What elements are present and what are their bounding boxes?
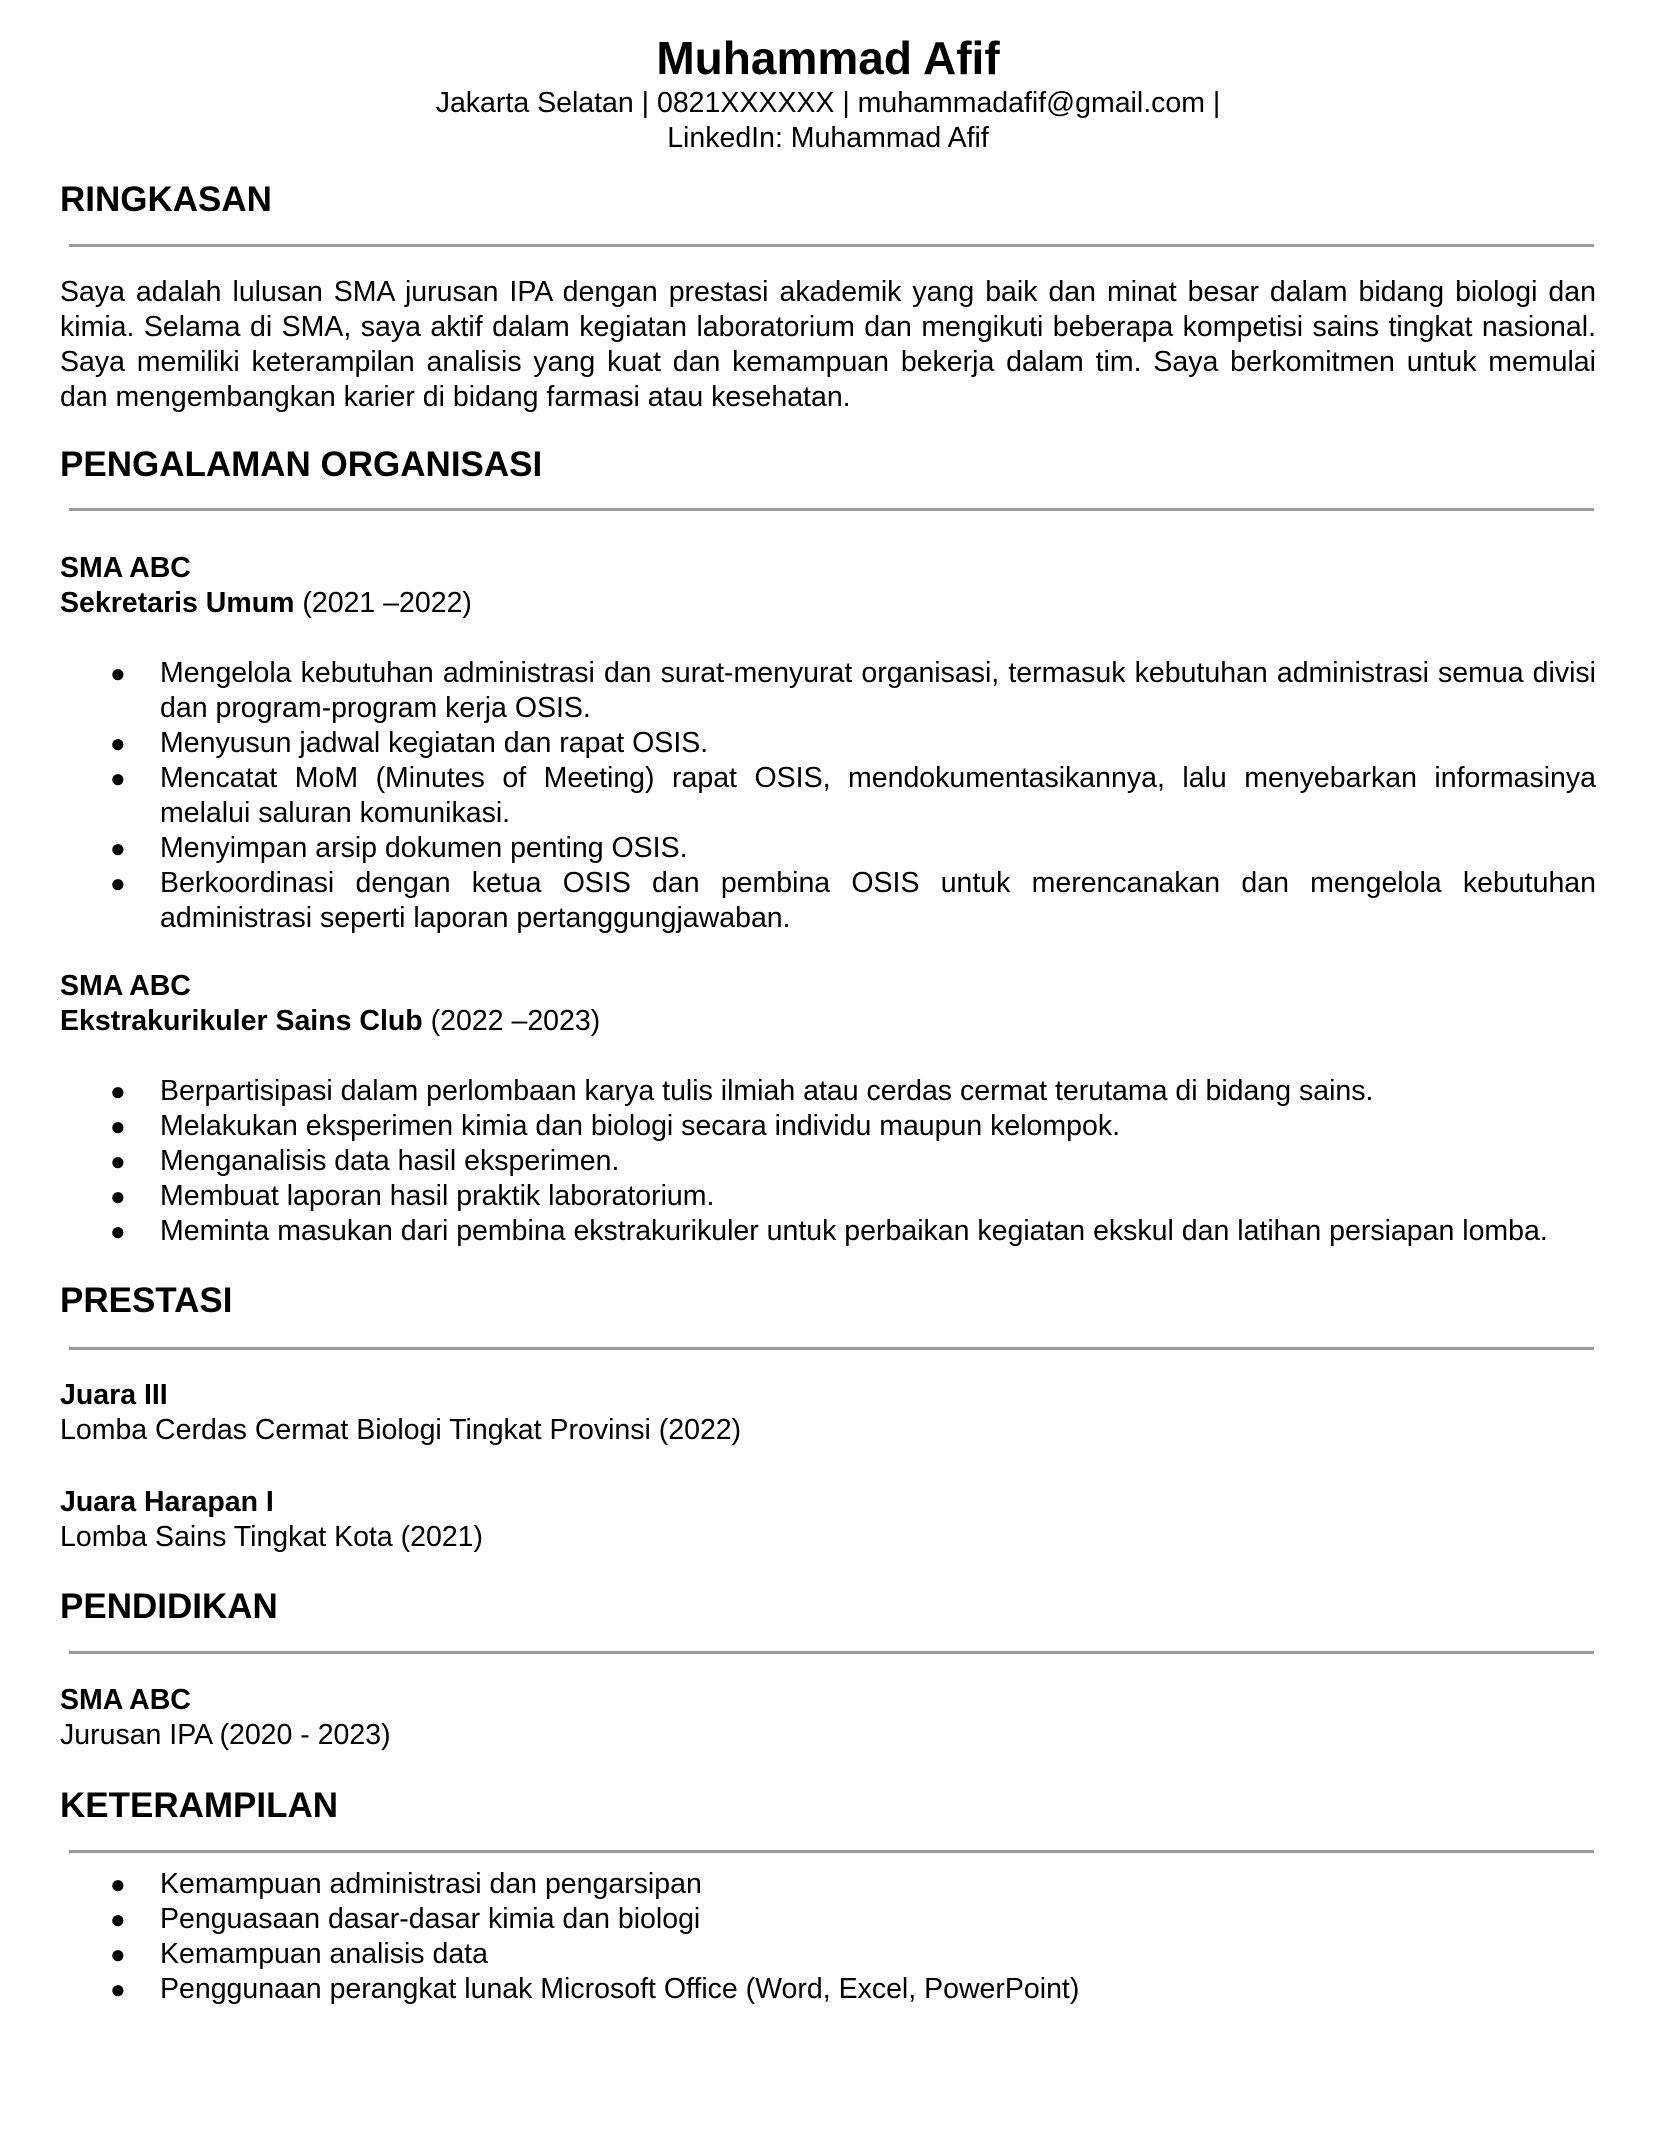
bullet-icon: ● [110,1974,126,2004]
list-item: ● Berpartisipasi dalam perlombaan karya tulis ilmiah atau cerdas cermat terutama di bidang sains. [110,1075,1374,1107]
section-divider [69,1347,1594,1350]
section-title-experience: PENGALAMAN ORGANISASI [60,445,543,484]
list-item: ● Kemampuan administrasi dan pengarsipan [110,1868,702,1900]
list-item: ● Menyusun jadwal kegiatan dan rapat OSIS. [110,727,709,759]
bullet-icon: ● [110,1939,126,1969]
experience-entry [60,551,1596,936]
bullet-icon: ● [110,1076,126,1106]
experience-entry [60,969,1596,1249]
summary-section [60,178,1596,415]
list-item: ● Berkoordinasi dengan ketua OSIS dan pembina OSIS untuk merencanakan dan mengelola kebutuhan administrasi seperti laporan pertanggungjawaban. [110,867,1596,934]
section-title-summary: RINGKASAN [60,180,272,219]
education-section [60,1585,1596,1753]
experience-org: SMA ABC [60,970,191,1002]
list-item: ● Melakukan eksperimen kimia dan biologi secara individu maupun kelompok. [110,1110,1121,1142]
experience-bullets [60,1074,1596,1249]
bullet-icon: ● [110,658,126,688]
section-divider [69,508,1594,511]
achievements-section [60,1279,1596,1555]
bullet-icon: ● [110,1181,126,1211]
bullet-icon: ● [110,763,126,793]
section-title-achievements: PRESTASI [60,1281,233,1320]
linkedin-line: LinkedIn: Muhammad Afif [667,122,989,154]
achievement-desc: Lomba Cerdas Cermat Biologi Tingkat Provinsi (2022) [60,1414,742,1446]
experience-role-line [60,586,1596,621]
bullet-icon: ● [110,1216,126,1246]
bullet-icon: ● [110,1869,126,1899]
bullet-icon: ● [110,1904,126,1934]
list-item: ● Mencatat MoM (Minutes of Meeting) rapat OSIS, mendokumentasikannya, lalu menyebarkan informasinya melalui saluran komunikasi. [110,762,1596,829]
list-item: ● Penguasaan dasar-dasar kimia dan biologi [110,1903,701,1935]
list-item: ● Menyimpan arsip dokumen penting OSIS. [110,832,688,864]
experience-period: (2022 –2023) [422,1005,601,1037]
achievement-award: Juara Harapan I [60,1486,274,1518]
list-item: ● Kemampuan analisis data [110,1938,488,1970]
achievement-award: Juara III [60,1379,168,1411]
summary-text: Saya adalah lulusan SMA jurusan IPA dengan prestasi akademik yang baik dan minat besar dalam bidang biologi dan kimia. Selama di SMA, saya aktif dalam kegiatan laboratorium dan mengikuti beberapa kompetisi sains tingkat nasional. Saya memiliki keterampilan analisis yang kuat dan kemampuan bekerja dalam tim. Saya berkomitmen untuk memulai dan mengembangkan karier di bidang farmasi atau kesehatan. [60,276,1596,413]
achievement-item [60,1378,1596,1448]
experience-role: Sekretaris Umum [60,587,295,619]
experience-section [60,443,1596,1249]
list-item: ● Penggunaan perangkat lunak Microsoft Office (Word, Excel, PowerPoint) [110,1973,1080,2005]
experience-bullets [60,656,1596,936]
section-title-skills: KETERAMPILAN [60,1786,339,1825]
experience-period: (2021 –2022) [294,587,472,619]
education-detail: Jurusan IPA (2020 - 2023) [60,1719,391,1751]
resume-page [60,28,1596,2007]
education-school: SMA ABC [60,1684,191,1716]
contact-line: Jakarta Selatan | 0821XXXXXX | muhammadafif@gmail.com | [435,87,1221,119]
candidate-name: Muhammad Afif [656,32,1000,84]
section-title-education: PENDIDIKAN [60,1587,278,1626]
section-divider [69,244,1594,247]
bullet-icon: ● [110,1111,126,1141]
experience-org: SMA ABC [60,552,191,584]
experience-role: Ekstrakurikuler Sains Club [60,1005,423,1037]
experience-role-line [60,1004,1596,1039]
achievement-desc: Lomba Sains Tingkat Kota (2021) [60,1521,484,1553]
achievement-item [60,1485,1596,1555]
section-divider [69,1850,1594,1853]
section-divider [69,1651,1594,1654]
bullet-icon: ● [110,1146,126,1176]
bullet-icon: ● [110,868,126,898]
list-item: ● Menganalisis data hasil eksperimen. [110,1145,620,1177]
resume-header [60,28,1596,156]
skills-bullets [60,1867,1596,2007]
skills-section [60,1784,1596,2007]
list-item: ● Membuat laporan hasil praktik laboratorium. [110,1180,715,1212]
list-item: ● Mengelola kebutuhan administrasi dan surat-menyurat organisasi, termasuk kebutuhan administrasi semua divisi dan program-program kerja OSIS. [110,657,1596,724]
bullet-icon: ● [110,833,126,863]
list-item: ● Meminta masukan dari pembina ekstrakurikuler untuk perbaikan kegiatan ekskul dan latihan persiapan lomba. [110,1215,1548,1247]
bullet-icon: ● [110,728,126,758]
